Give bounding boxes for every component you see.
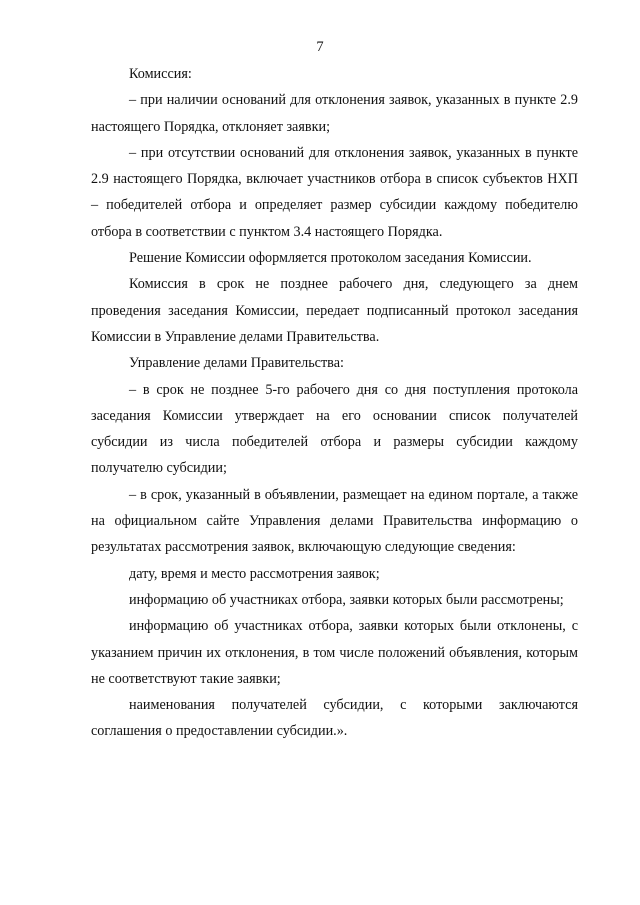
paragraph-include-participants: – при отсутствии оснований для отклонения заявок, указанных в пункте 2.9 настоящего Порядка, включает участников отбора в список субъектов НХП – победителей отбора и определяет размер субсидии каждому победителю отбора в соответствии с пунктом 3.4 настоящего Порядка. [91, 144, 578, 240]
paragraph-publish-results: – в срок, указанный в объявлении, размещает на едином портале, а также на официальном сайте Управления делами Правительства информацию о результатах рассмотрения заявок, включающую следующие сведения: [91, 486, 578, 556]
document-body [91, 61, 578, 745]
paragraph-considered-participants: информацию об участниках отбора, заявки которых были рассмотрены; [129, 591, 564, 608]
paragraph-rejected-participants: информацию об участниках отбора, заявки которых были отклонены, с указанием причин их отклонения, в том числе положений объявления, которым не соответствуют такие заявки; [91, 618, 578, 687]
paragraph-commission-heading: Комиссия: [129, 66, 192, 82]
paragraph-date-time-place: дату, время и место рассмотрения заявок; [129, 565, 380, 582]
paragraph-transfer-protocol: Комиссия в срок не позднее рабочего дня, следующего за днем проведения заседания Комиссии, передает подписанный протокол заседания Комиссии в Управление делами Правительства. [91, 276, 578, 345]
paragraph-administration-heading: Управление делами Правительства: [129, 355, 344, 372]
paragraph-reject-applications: – при наличии оснований для отклонения заявок, указанных в пункте 2.9 настоящего Порядка, отклоняет заявки; [91, 92, 578, 135]
page-number: 7 [316, 39, 324, 55]
paragraph-approve-list: – в срок не позднее 5-го рабочего дня со дня поступления протокола заседания Комиссии утверждает на его основании список получателей субсидии из числа победителей отбора и размеры субсидии каждому получателю субсидии; [91, 381, 578, 477]
paragraph-decision-protocol: Решение Комиссии оформляется протоколом заседания Комиссии. [129, 250, 532, 267]
paragraph-recipients-names: наименования получателей субсидии, с которыми заключаются соглашения о предоставлении субсидии.». [91, 697, 578, 740]
